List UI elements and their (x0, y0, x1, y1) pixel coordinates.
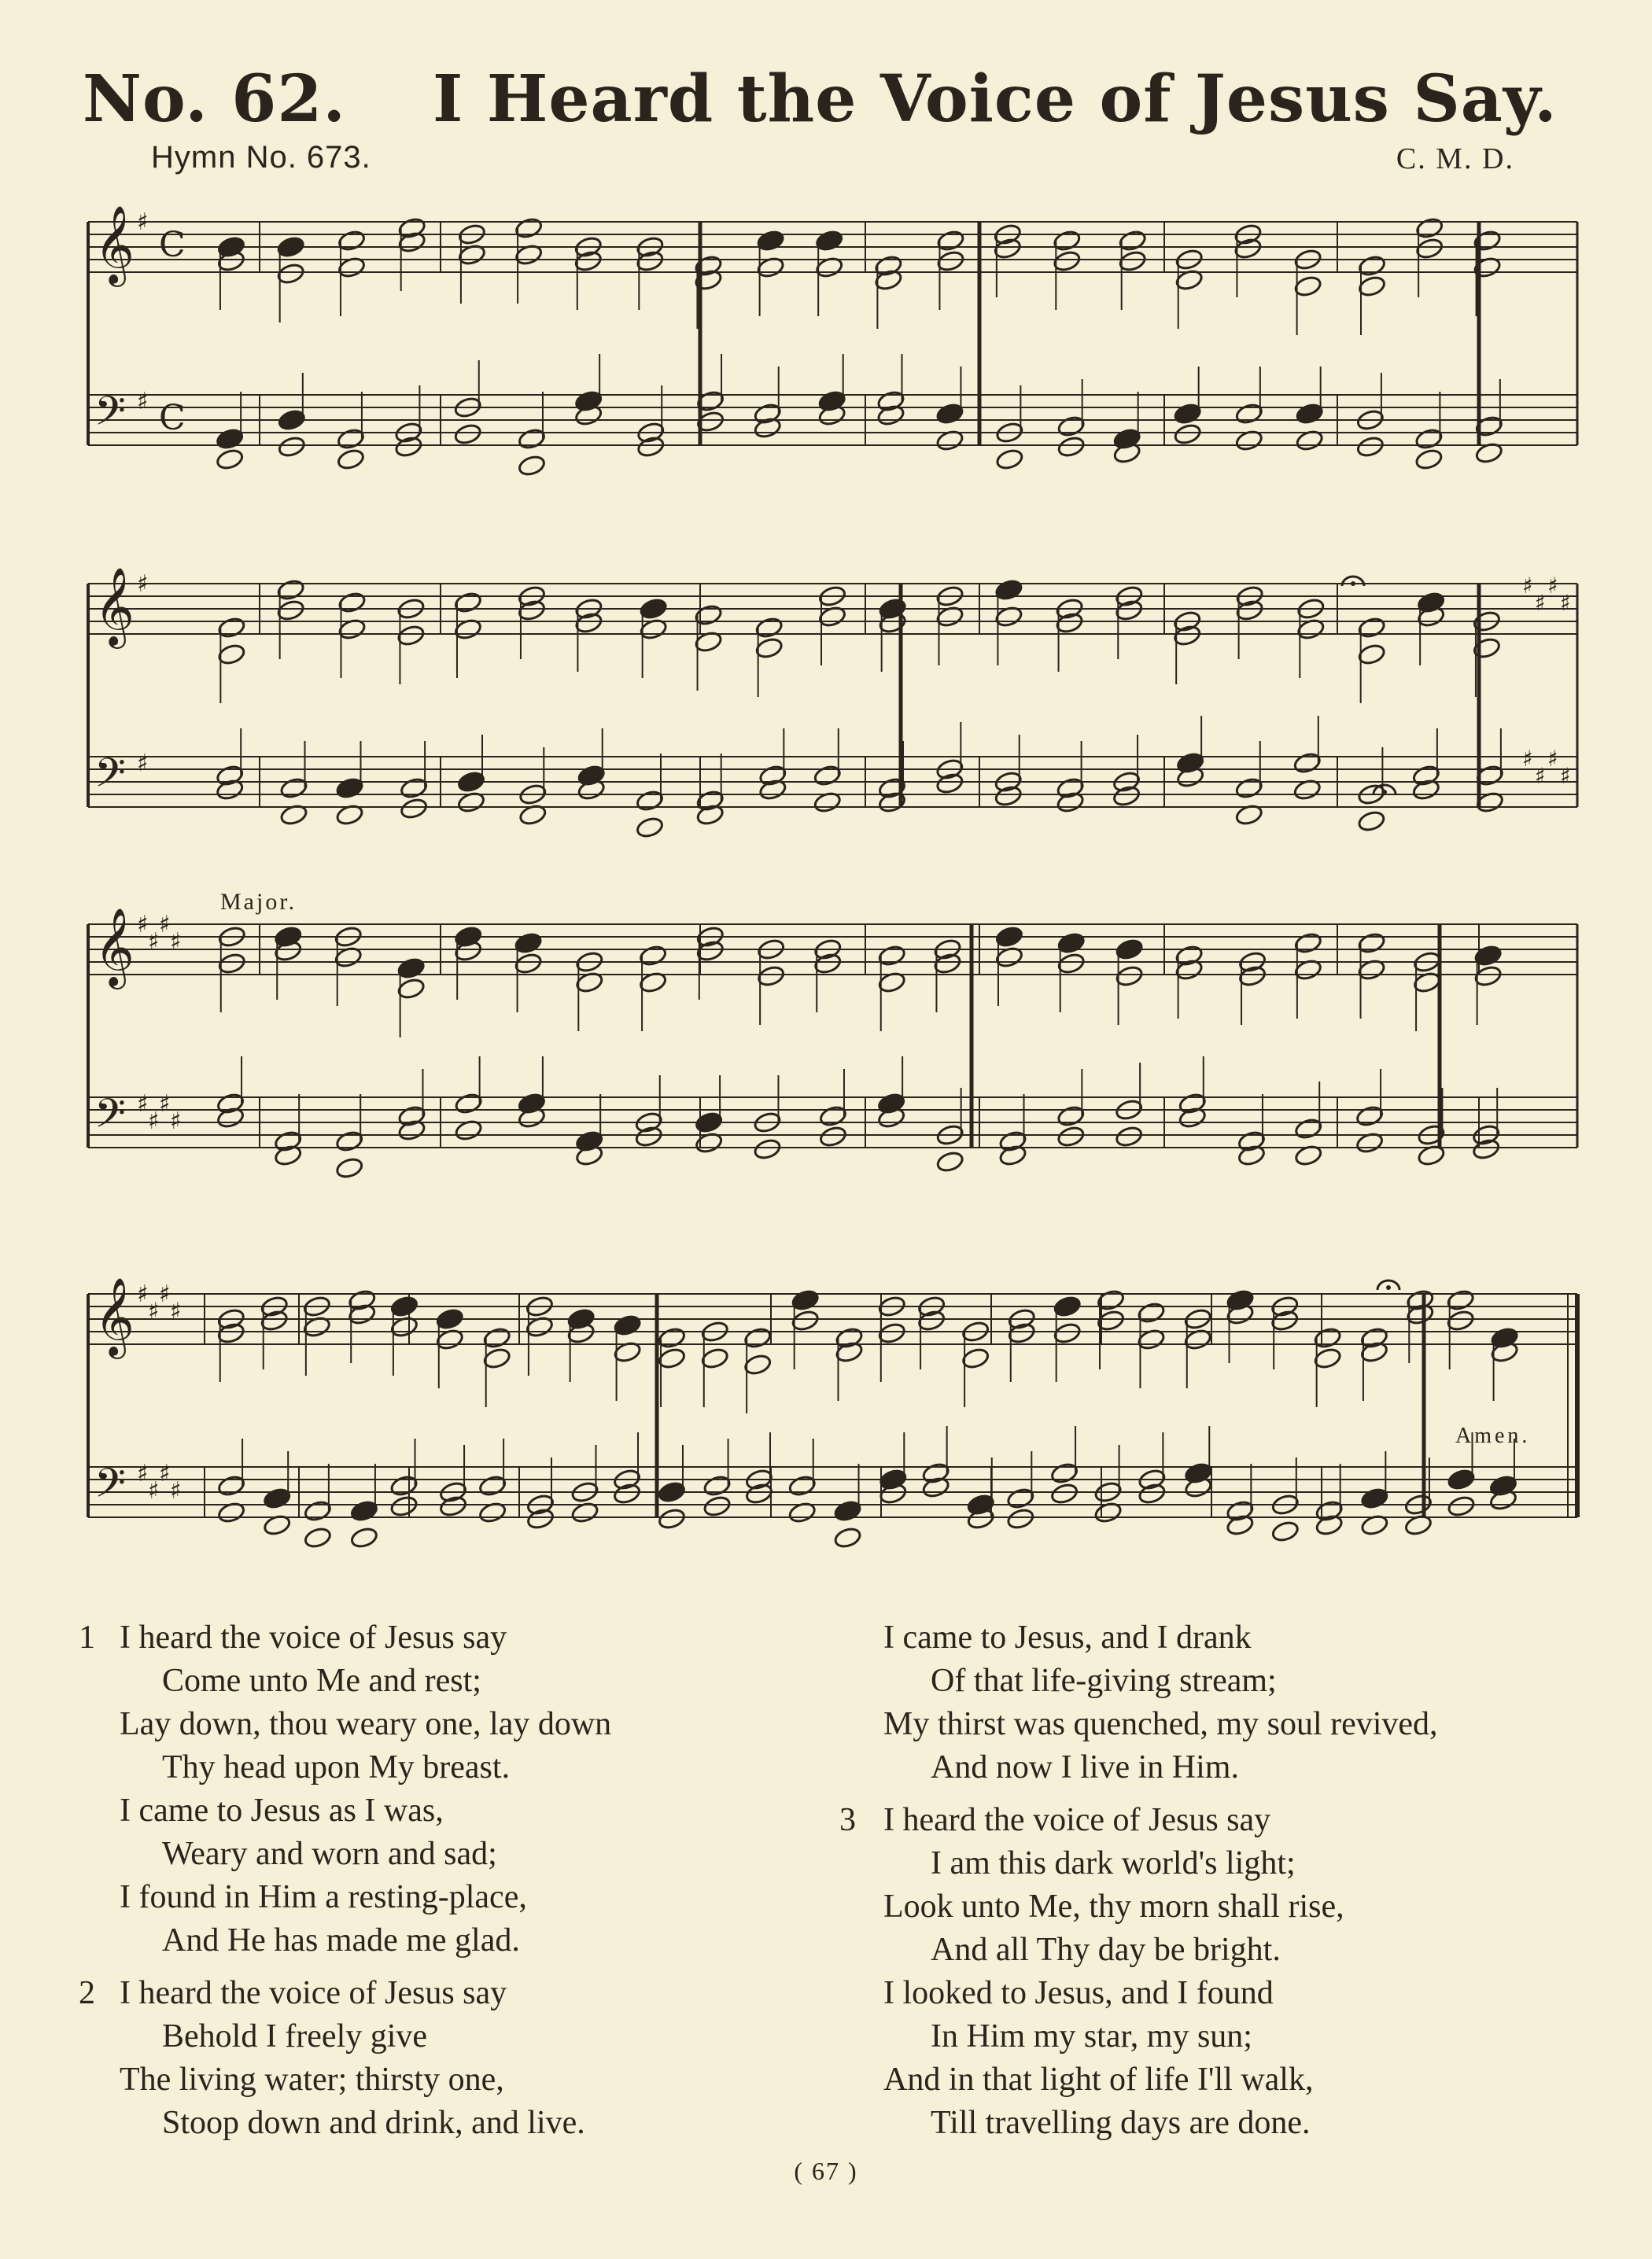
note-head (1473, 964, 1503, 988)
note-head (702, 1474, 732, 1498)
note-head (1115, 1125, 1144, 1148)
note-head (396, 977, 426, 1001)
verse-number: 1 (79, 1620, 95, 1656)
bass-clef-icon: 𝄢 (94, 387, 126, 444)
sharp-icon: ♯ (148, 1107, 160, 1135)
note-head (482, 1347, 511, 1370)
sharp-icon: ♯ (137, 208, 149, 236)
note-head (435, 1307, 464, 1331)
verse-number: 3 (839, 1802, 856, 1838)
note-head (1056, 415, 1086, 438)
note-head (279, 776, 308, 800)
note-head (1357, 643, 1386, 666)
note-head (658, 1326, 687, 1350)
note-head (217, 643, 246, 666)
note-head (1313, 1347, 1342, 1370)
note-head (1056, 435, 1086, 459)
sharp-icon: ♯ (1547, 573, 1558, 599)
note-head (1115, 938, 1144, 961)
note-head (1446, 1309, 1475, 1332)
note-head (1056, 1125, 1086, 1148)
note-head (1118, 229, 1147, 252)
note-head (482, 1326, 511, 1350)
note-head (389, 1295, 419, 1318)
note-head (276, 262, 305, 286)
note-head (1472, 636, 1501, 660)
note-head (514, 931, 543, 955)
note-head (936, 229, 965, 252)
note-head (995, 448, 1024, 471)
note-head (1360, 1487, 1389, 1510)
note-head (1313, 1326, 1342, 1350)
note-head (1293, 275, 1322, 298)
note-head (337, 229, 367, 252)
amen-label: Amen. (1455, 1424, 1531, 1448)
note-head (961, 1347, 990, 1370)
verse-line: I looked to Jesus, and I found (883, 1975, 1274, 2011)
verse-line: And He has made me glad. (162, 1922, 520, 1959)
sharp-icon: ♯ (137, 1281, 149, 1308)
note-head (1295, 402, 1324, 426)
note-head (1053, 249, 1082, 273)
note-head (639, 597, 668, 621)
note-head (743, 1353, 773, 1376)
note-head (1056, 952, 1086, 975)
note-head (1234, 402, 1263, 426)
note-head (1414, 448, 1444, 471)
note-head (349, 1526, 378, 1550)
note-head (400, 776, 429, 800)
note-head (1446, 1288, 1475, 1312)
verse-line: In Him my star, my sun; (931, 2018, 1252, 2054)
note-head (1053, 229, 1082, 252)
verse-line: Weary and worn and sad; (162, 1836, 497, 1872)
note-head (453, 422, 482, 446)
verse-line: I came to Jesus as I was, (120, 1793, 444, 1829)
sharp-icon: ♯ (148, 1298, 160, 1325)
note-head (518, 427, 547, 451)
note-head (514, 216, 544, 240)
sharp-icon: ♯ (137, 1460, 149, 1487)
verse-2-continued (838, 1616, 1593, 1789)
note-head (658, 1347, 687, 1370)
sharp-icon: ♯ (137, 570, 149, 598)
meter-indicator: C. M. D. (1396, 142, 1514, 175)
sharp-icon: ♯ (159, 1460, 171, 1487)
verses-right-column (838, 1616, 1593, 2154)
note-head (1173, 422, 1202, 446)
note-head (276, 599, 305, 622)
bass-clef-icon: 𝄢 (94, 1459, 126, 1516)
note-head (1050, 1482, 1079, 1505)
note-head (791, 1309, 820, 1332)
note-head (658, 1480, 687, 1504)
verse-line: Thy head upon My breast. (162, 1749, 511, 1785)
note-head (335, 1156, 364, 1180)
sharp-icon: ♯ (170, 1477, 182, 1505)
note-head (636, 816, 665, 839)
note-head (1270, 1520, 1300, 1543)
note-head (613, 1314, 642, 1337)
sharp-icon: ♯ (159, 1090, 171, 1118)
sharp-icon: ♯ (1547, 746, 1558, 772)
note-head (1355, 1104, 1385, 1128)
note-head (833, 1499, 862, 1523)
note-head (753, 1137, 782, 1161)
fermata-icon (1386, 1285, 1391, 1290)
note-head (1358, 254, 1387, 278)
note-head (754, 636, 784, 660)
verse-2 (79, 1972, 834, 2145)
note-head (389, 1474, 419, 1498)
note-head (454, 1092, 483, 1115)
sharp-icon: ♯ (170, 1107, 182, 1135)
note-head (700, 1347, 729, 1370)
note-head (303, 1499, 332, 1523)
sharp-icon: ♯ (1560, 763, 1571, 789)
note-head (1050, 1461, 1079, 1485)
verse-line: Till travelling days are done. (931, 2105, 1311, 2141)
page-number: ( 67 ) (794, 2157, 858, 2185)
sharp-icon: ♯ (137, 911, 149, 938)
treble-clef-icon: 𝄞 (94, 567, 135, 646)
note-head (658, 1507, 687, 1531)
sharp-icon: ♯ (170, 1298, 182, 1325)
sharp-icon: ♯ (1535, 763, 1546, 789)
note-head (276, 235, 305, 259)
hymn-reference: Hymn No. 673. (151, 140, 371, 175)
sharp-icon: ♯ (137, 750, 149, 777)
note-head (1357, 616, 1386, 639)
verse-line: I came to Jesus, and I drank (883, 1620, 1252, 1656)
note-head (389, 1494, 419, 1518)
note-head (1056, 931, 1086, 955)
sharp-icon: ♯ (137, 1090, 149, 1118)
verse-line: My thirst was quenched, my soul revived, (883, 1706, 1438, 1742)
note-head (1006, 1487, 1035, 1510)
note-head (277, 435, 306, 459)
note-head (1137, 1301, 1166, 1325)
sharp-icon: ♯ (1535, 590, 1546, 616)
note-head (1447, 1468, 1476, 1491)
note-head (1294, 1117, 1323, 1141)
note-head (994, 578, 1023, 602)
common-time-icon: C (159, 225, 186, 265)
note-head (1053, 1295, 1082, 1318)
note-head (1357, 809, 1386, 833)
note-head (454, 591, 483, 614)
verse-line: Lay down, thou weary one, lay down (120, 1706, 612, 1742)
note-head (1473, 944, 1503, 967)
hymn-number: No. 62. (83, 61, 346, 137)
common-time-icon: C (159, 398, 186, 438)
note-head (1355, 435, 1385, 459)
sharp-icon: ♯ (1522, 746, 1533, 772)
sharp-icon: ♯ (1522, 573, 1533, 599)
note-head (216, 427, 245, 451)
note-head (400, 797, 429, 820)
verse-line: Behold I freely give (162, 2018, 428, 2054)
note-head (349, 1499, 378, 1523)
note-head (335, 1130, 364, 1153)
verse-line: Come unto Me and rest; (162, 1663, 481, 1699)
note-head (1358, 275, 1387, 298)
note-head (787, 1474, 817, 1498)
hymn-title: I Heard the Voice of Jesus Say. (432, 61, 1558, 137)
verse-line: Look unto Me, thy morn shall rise, (883, 1889, 1344, 1925)
verse-line: And all Thy day be bright. (931, 1932, 1281, 1968)
note-head (639, 944, 668, 967)
verses-left-column (79, 1616, 834, 2154)
note-head (935, 402, 964, 426)
verse-line: Stoop down and drink, and live. (162, 2105, 585, 2141)
fermata-icon (1351, 581, 1355, 586)
note-head (396, 956, 426, 980)
note-head (337, 591, 367, 614)
note-head (478, 1474, 507, 1498)
sharp-icon: ♯ (148, 928, 160, 956)
note-head (518, 454, 547, 477)
sharp-icon: ♯ (170, 928, 182, 956)
key-change-label: Major. (220, 889, 297, 915)
note-head (1415, 216, 1444, 240)
verse-line: I found in Him a resting-place, (120, 1879, 527, 1915)
sharp-icon: ♯ (1560, 590, 1571, 616)
note-head (636, 789, 665, 813)
fermata-icon (1382, 790, 1387, 794)
note-head (276, 578, 305, 602)
note-head (1006, 1507, 1035, 1531)
verse-line: I heard the voice of Jesus say (120, 1975, 507, 2011)
note-head (263, 1487, 292, 1510)
note-head (217, 952, 246, 975)
verse-line: And now I live in Him. (931, 1749, 1239, 1785)
note-head (936, 249, 965, 273)
note-head (216, 448, 245, 471)
note-head (815, 229, 844, 252)
note-head (217, 1474, 246, 1498)
verse-line: I heard the voice of Jesus say (883, 1802, 1271, 1838)
note-head (702, 1494, 732, 1518)
note-head (1118, 249, 1147, 273)
note-head (694, 603, 723, 627)
note-head (819, 1104, 848, 1128)
note-head (813, 764, 842, 787)
sharp-icon: ♯ (159, 911, 171, 938)
note-head (819, 1125, 848, 1148)
note-head (833, 1526, 862, 1550)
treble-clef-icon: 𝄞 (94, 205, 135, 284)
verse-number: 2 (79, 1975, 95, 2011)
note-head (1292, 751, 1322, 775)
verse-line: The living water; thirsty one, (120, 2062, 504, 2098)
note-head (217, 616, 246, 639)
note-head (1056, 1104, 1086, 1128)
note-head (335, 776, 364, 800)
sharp-icon: ♯ (148, 1477, 160, 1505)
note-head (396, 624, 426, 647)
note-head (1357, 931, 1386, 955)
note-head (277, 408, 306, 432)
bass-clef-icon: 𝄢 (94, 749, 126, 806)
note-head (743, 1326, 773, 1350)
note-head (1053, 1321, 1082, 1345)
note-head (935, 1150, 964, 1174)
note-head (1173, 402, 1202, 426)
note-head (754, 616, 784, 639)
verse-3 (838, 1799, 1593, 2145)
sharp-icon: ♯ (137, 388, 149, 415)
note-head (1414, 427, 1444, 451)
note-head (336, 427, 365, 451)
note-head (791, 1288, 820, 1312)
note-head (695, 1111, 724, 1134)
sharp-icon: ♯ (159, 1281, 171, 1308)
note-head (1293, 931, 1322, 955)
note-head (303, 1526, 332, 1550)
note-head (336, 448, 365, 471)
verse-1 (79, 1616, 834, 1962)
note-head (457, 770, 486, 794)
note-head (1234, 776, 1263, 800)
note-head (1115, 964, 1144, 988)
treble-clef-icon: 𝄞 (94, 1277, 135, 1356)
verse-line: I am this dark world's light; (931, 1845, 1296, 1881)
verse-line: And in that light of life I'll walk, (883, 2062, 1314, 2098)
note-head (514, 952, 543, 975)
treble-clef-icon: 𝄞 (94, 908, 135, 986)
note-head (757, 964, 786, 988)
verse-line: I heard the voice of Jesus say (120, 1620, 507, 1656)
note-head (1415, 237, 1444, 260)
note-head (1447, 1494, 1476, 1518)
note-head (994, 925, 1023, 949)
verse-line: Of that life-giving stream; (931, 1663, 1277, 1699)
bass-clef-icon: 𝄢 (94, 1089, 126, 1147)
note-head (877, 944, 906, 967)
note-head (756, 229, 785, 252)
